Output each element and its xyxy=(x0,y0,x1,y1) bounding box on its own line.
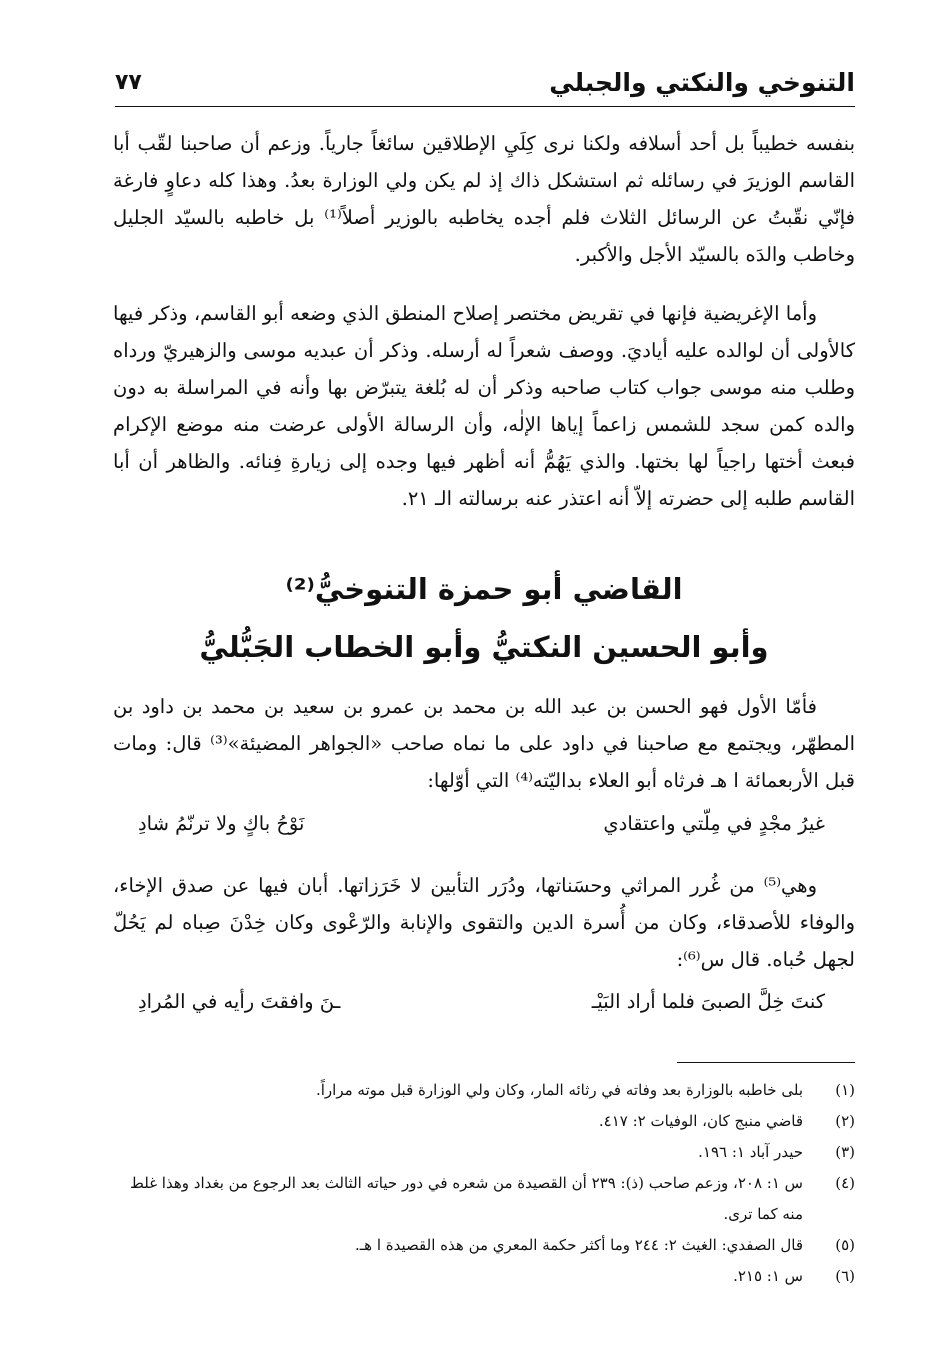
footnote-number: (٢) xyxy=(835,1112,855,1130)
verse-second-hemistich: ـنَ وافقتَ رأيه في المُرادِ xyxy=(138,990,341,1013)
footnote xyxy=(113,1168,855,1230)
footnote-text: قال الصفدي: الغيث ٢: ٢٤٤ وما أكثر حكمة المعري من هذه القصيدة ا هـ. xyxy=(355,1236,803,1254)
page-header xyxy=(115,62,855,107)
footnote-text: بلى خاطبه بالوزارة بعد وفاته في رثائه المار، وكان ولي الوزارة قبل موته مراراً. xyxy=(316,1081,803,1099)
body-paragraph: وهي⁽⁵⁾ من غُرر المراثي وحسَناتها، ودُرَر التأبين لا خَرَزاتها. أبان فيها عن صدق الإخاء، والوفاء للأصدقاء، وكان من أُسرة الدين والتقوى والإنابة والرّعْوى وكان خِدْنَ صِباه لم يَحُلّ لجهل حُباه. قال س⁽⁶⁾: xyxy=(113,874,855,971)
footnote-text: س ١: ٢١٥. xyxy=(733,1267,803,1285)
footnote xyxy=(113,1075,855,1106)
footnote xyxy=(113,1261,855,1292)
body-paragraph: بنفسه خطيباً بل أحد أسلافه ولكنا نرى كِلَيِ الإطلاقين سائغاً جارياً. وزعم أن صاحبنا لقّب أبا القاسم الوزيرَ في رسائله ثم استشكل ذاك إذ لم يكن ولي الوزارة بعدُ. وهذا كله دعاوٍ فارغة فإنّي نقّبتُ عن الرسائل الثلاث فلم أجده يخاطبه بالوزير أصلاً⁽¹⁾ بل خاطبه بالسيّد الجليل وخاطب والدَه بالسيّد الأجل والأكبر. xyxy=(113,132,856,266)
section-subheading: وأبو الحسين النكتيُّ وأبو الخطاب الجَبُّليُّ xyxy=(199,630,769,664)
footnote-text: س ١: ٢٠٨، وزعم صاحب (ذ): ٢٣٩ أن القصيدة من شعره في دور حياته الثالث بعد الرجوع من بغداد وهذا غلط منه كما ترى. xyxy=(129,1174,803,1223)
body-paragraph: وأما الإغريضية فإنها في تقريض مختصر إصلاح المنطق الذي وضعه أبو القاسم، وذكر فيها كالأولى أن لوالده عليه أياديَ. ووصف شعراً له أرسله. وذكر أن عبديه موسى والزهيريّ ورداه وطلب منه موسى جواب كتاب صاحبه وذكر أن له بُلغة يتبرّض بها وأنه في المراسلة به دون والده كمن سجد للشمس زاعماً إياها الإلٰه، وأن الرسالة الأولى عرضت منه موضع الإكرام فبعث أختها راجياً لها بختها. والذي يَهُمُّ أنه أظهر فيها وجده إلى زيارةِ فِنائه. والظاهر أن أبا القاسم طلبه إلى حضرته إلاّ أنه اعتذر عنه برسالته الـ ٢١. xyxy=(113,302,855,510)
footnote-number: (٦) xyxy=(835,1267,855,1285)
footnote-number: (٥) xyxy=(835,1236,855,1254)
body-paragraph: فأمّا الأول فهو الحسن بن عبد الله بن محمد بن عمرو بن سعيد بن محمد بن داود بن المطهّر، ويجتمع مع صاحبنا في داود على ما نماه صاحب «الجواهر المضيئة»⁽³⁾ قال: ومات قبل الأربعمائة ا هـ فرثاه أبو العلاء بداليّته⁽⁴⁾ التي أوّلها: xyxy=(113,695,855,792)
poem-verse xyxy=(113,990,855,1030)
footnote-number: (١) xyxy=(835,1081,855,1099)
footnote xyxy=(113,1137,855,1168)
footnote xyxy=(113,1106,855,1137)
footnote-number: (٣) xyxy=(835,1143,855,1161)
footnotes-list xyxy=(113,1075,855,1292)
verse-first-hemistich: كنتَ خِلَّ الصبىَ فلما أراد البَيْـ xyxy=(591,990,825,1013)
footnote-number: (٤) xyxy=(835,1174,855,1192)
verse-second-hemistich: نَوْحُ باكٍ ولا ترنّمُ شادِ xyxy=(138,812,305,835)
footnote-text: قاضي منبج كان، الوفيات ٢: ٤١٧. xyxy=(598,1112,803,1130)
footnote-divider xyxy=(677,1062,855,1063)
footnote-text: حيدر آباد ١: ١٩٦. xyxy=(698,1143,803,1161)
poem-verse xyxy=(113,812,855,852)
page-number: ٧٧ xyxy=(115,70,142,95)
running-title: التنوخي والنكتي والجبلي xyxy=(549,68,855,97)
verse-first-hemistich: غيرُ مجْدٍ في مِلّتي واعتقادي xyxy=(603,812,825,835)
section-heading: القاضي أبو حمزة التنوخيُّ⁽²⁾ xyxy=(285,572,683,606)
footnote xyxy=(113,1230,855,1261)
